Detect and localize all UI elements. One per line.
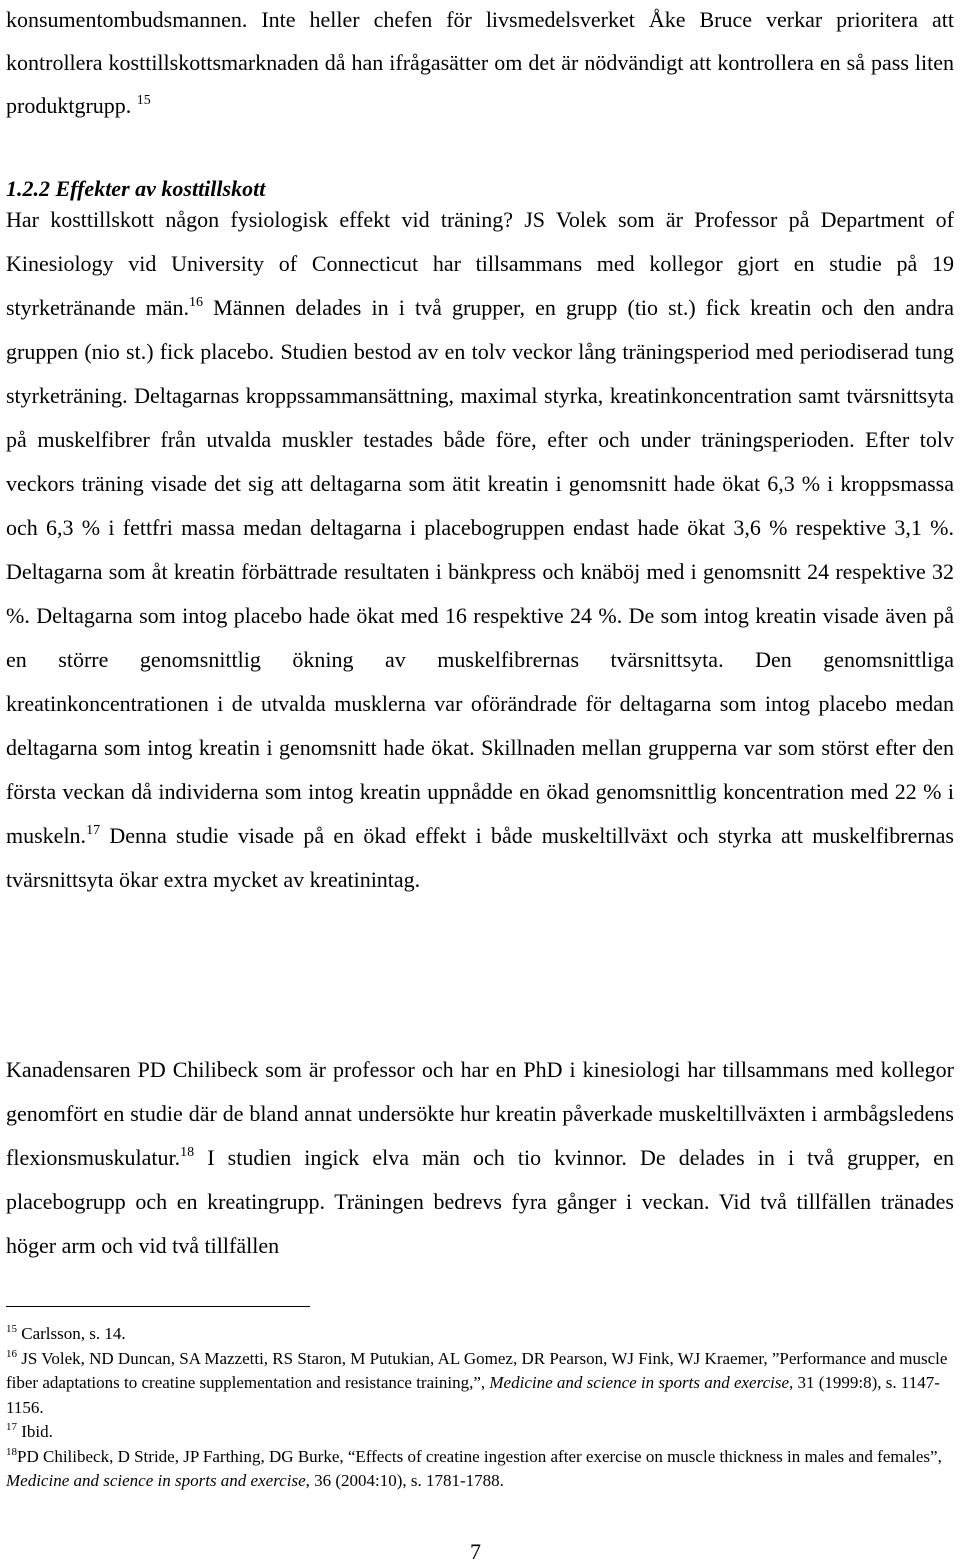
footnote-ref-18[interactable]: 18 — [180, 1145, 195, 1160]
footnote-18 — [6, 1445, 954, 1494]
footnote-ref-15[interactable]: 15 — [136, 93, 151, 108]
footnote-15-number: 15 — [6, 1323, 17, 1335]
footnote-15-text: Carlsson, s. 14. — [17, 1324, 126, 1343]
footnote-16-text-a: JS Volek, ND Duncan, SA Mazzetti, RS Staron, M Putukian, AL Gomez, DR Pearson, WJ Fink, WJ Kraemer, ”Performance and muscle fiber adaptations to creatine supplementation and resistance training,”, — [6, 1348, 948, 1392]
paragraph-volek-text-c: Denna studie visade på en ökad effekt i både muskeltillväxt och styrka att muskelfibrernas tvärsnittsyta ökar extra mycket av kreatinintag. — [6, 823, 954, 892]
footnote-17-text: Ibid. — [17, 1422, 53, 1441]
paragraph-intro — [6, 0, 954, 127]
footnote-16-journal: Medicine and science in sports and exercise — [489, 1373, 789, 1392]
footnote-18-number: 18 — [6, 1445, 17, 1458]
page-number: 7 — [470, 1539, 481, 1564]
footnote-17-number: 17 — [6, 1421, 17, 1433]
footnote-18-journal: Medicine and science in sports and exercise — [6, 1471, 306, 1490]
footnote-15 — [6, 1322, 954, 1347]
section-number: 1.2.2 — [6, 176, 50, 201]
paragraph-volek-text-b: Männen delades in i två grupper, en grupp (tio st.) fick kreatin och den andra gruppen (nio st.) fick placebo. Studien bestod av en tolv veckor lång träningsperiod med periodiserad tung styrketräning. Deltagarnas kroppssammansättning, maximal styrka, kreatinkoncentration samt tvärsnittsyta på muskelfibrer från utvalda muskler testades både före, efter och under träningsperioden. Efter tolv veckors träning visade det sig att deltagarna som ätit kreatin i genomsnitt hade ökat 6,3 % i kroppsmassa och 6,3 % i fettfri massa medan deltagarna i placebogruppen endast hade ökat 3,6 % respektive 3,1 %. Deltagarna som åt kreatin förbättrade resultaten i bänkpress och knäböj med i genomsnitt 24 respektive 32 %. Deltagarna som intog placebo hade ökat med 16 respektive 24 %. De som intog kreatin visade även på en större genomsnittlig ökning av muskelfibrernas tvärsnittsyta. Den genomsnittliga kreatinkoncentrationen i de utvalda musklerna var oförändrade för deltagarna som intog placebo medan deltagarna som intog kreatin i genomsnitt hade ökat. Skillnaden mellan grupperna var som störst efter den första veckan då individerna som intog kreatin uppnådde en ökad genomsnittlig koncentration med 22 % i muskeln. — [6, 295, 954, 848]
paragraph-chilibeck-study — [6, 1048, 954, 1268]
footnote-18-text-b: , 36 (2004:10), s. 1781-1788. — [305, 1471, 504, 1490]
footnote-16-number: 16 — [6, 1347, 17, 1360]
paragraph-chilibeck-text-b: I studien ingick elva män och tio kvinnor. De delades in i två grupper, en placebogrupp och en kreatingrupp. Träningen bedrevs fyra gånger i veckan. Vid två tillfällen tränades höger arm och vid två tillfällen — [6, 1145, 954, 1258]
footnote-16 — [6, 1347, 954, 1421]
footnote-17 — [6, 1420, 954, 1445]
footnote-separator — [6, 1306, 310, 1307]
footnotes — [6, 1322, 954, 1494]
footnote-18-text-a: PD Chilibeck, D Stride, JP Farthing, DG Burke, “Effects of creatine ingestion after exercise on muscle thickness in males and females”, — [17, 1446, 942, 1466]
paragraph-chilibeck-text-a: Kanadensaren PD Chilibeck som är professor och har en PhD i kinesiologi har tillsammans med kollegor genomfört en studie där de bland annat undersökte hur kreatin påverkade muskeltillväxten i armbågsledens flexionsmuskulatur. — [6, 1057, 954, 1170]
paragraph-volek-text-a: Har kosttillskott någon fysiologisk effekt vid träning? JS Volek som är Professor på Department of Kinesiology vid University of Connecticut har tillsammans med kollegor gjort en studie på 19 styrketränande män. — [6, 207, 954, 320]
footnote-16-text-b: , 31 (1999:8), s. 1147-1156. — [6, 1373, 940, 1417]
section-title: Effekter av kosttillskott — [55, 176, 266, 201]
paragraph-volek-study — [6, 198, 954, 902]
paragraph-intro-text: konsumentombudsmannen. Inte heller chefen för livsmedelsverket Åke Bruce verkar prioritera att kontrollera kosttillskottsmarknaden då han ifrågasätter om det är nödvändigt att kontrollera en så pass liten produktgrupp. — [6, 7, 954, 118]
footnote-ref-17[interactable]: 17 — [86, 823, 101, 838]
footnote-ref-16[interactable]: 16 — [189, 295, 204, 310]
